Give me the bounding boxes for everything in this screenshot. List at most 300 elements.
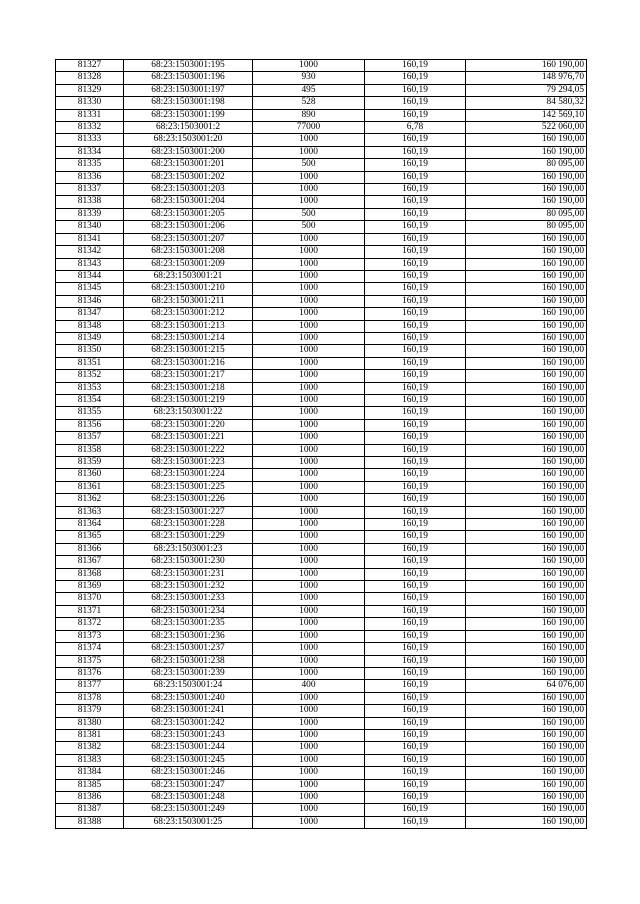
row-number-cell: 81381 [56, 729, 124, 741]
value-cell: 160 190,00 [466, 742, 587, 754]
table-row [56, 394, 587, 406]
value-cell: 160 190,00 [466, 146, 587, 158]
area-cell: 1000 [253, 519, 365, 531]
value-cell: 160 190,00 [466, 804, 587, 816]
value-cell: 142 569,10 [466, 109, 587, 121]
rate-cell: 160,19 [365, 791, 466, 803]
area-cell: 1000 [253, 419, 365, 431]
row-number-cell: 81364 [56, 519, 124, 531]
rate-cell: 160,19 [365, 382, 466, 394]
table-row [56, 581, 587, 593]
table-row [56, 630, 587, 642]
cadastral-number-cell: 68:23:1503001:208 [124, 246, 253, 258]
table-body [56, 60, 587, 829]
table-row [56, 233, 587, 245]
cadastral-number-cell: 68:23:1503001:245 [124, 754, 253, 766]
row-number-cell: 81370 [56, 593, 124, 605]
table-row [56, 717, 587, 729]
cadastral-number-cell: 68:23:1503001:200 [124, 146, 253, 158]
rate-cell: 160,19 [365, 270, 466, 282]
cadastral-number-cell: 68:23:1503001:224 [124, 469, 253, 481]
cadastral-number-cell: 68:23:1503001:199 [124, 109, 253, 121]
row-number-cell: 81375 [56, 655, 124, 667]
table-row [56, 432, 587, 444]
rate-cell: 160,19 [365, 308, 466, 320]
value-cell: 160 190,00 [466, 717, 587, 729]
value-cell: 160 190,00 [466, 581, 587, 593]
rate-cell: 160,19 [365, 692, 466, 704]
area-cell: 1000 [253, 320, 365, 332]
table-row [56, 357, 587, 369]
area-cell: 1000 [253, 506, 365, 518]
value-cell: 84 580,32 [466, 97, 587, 109]
row-number-cell: 81346 [56, 295, 124, 307]
area-cell: 1000 [253, 568, 365, 580]
rate-cell: 160,19 [365, 196, 466, 208]
row-number-cell: 81356 [56, 419, 124, 431]
table-row [56, 519, 587, 531]
row-number-cell: 81353 [56, 382, 124, 394]
cadastral-number-cell: 68:23:1503001:24 [124, 680, 253, 692]
rate-cell: 160,19 [365, 754, 466, 766]
rate-cell: 160,19 [365, 729, 466, 741]
cadastral-number-cell: 68:23:1503001:248 [124, 791, 253, 803]
row-number-cell: 81388 [56, 816, 124, 828]
row-number-cell: 81343 [56, 258, 124, 270]
rate-cell: 160,19 [365, 531, 466, 543]
rate-cell: 160,19 [365, 432, 466, 444]
row-number-cell: 81350 [56, 345, 124, 357]
table-row [56, 506, 587, 518]
rate-cell: 160,19 [365, 283, 466, 295]
cadastral-number-cell: 68:23:1503001:2 [124, 122, 253, 134]
value-cell: 160 190,00 [466, 320, 587, 332]
table-row [56, 531, 587, 543]
cadastral-number-cell: 68:23:1503001:249 [124, 804, 253, 816]
area-cell: 1000 [253, 605, 365, 617]
row-number-cell: 81348 [56, 320, 124, 332]
cadastral-number-cell: 68:23:1503001:20 [124, 134, 253, 146]
row-number-cell: 81387 [56, 804, 124, 816]
area-cell: 1000 [253, 556, 365, 568]
table-row [56, 655, 587, 667]
cadastral-number-cell: 68:23:1503001:209 [124, 258, 253, 270]
area-cell: 1000 [253, 729, 365, 741]
cadastral-number-cell: 68:23:1503001:197 [124, 84, 253, 96]
cadastral-number-cell: 68:23:1503001:226 [124, 494, 253, 506]
table-row [56, 258, 587, 270]
rate-cell: 160,19 [365, 159, 466, 171]
table-row [56, 345, 587, 357]
area-cell: 1000 [253, 370, 365, 382]
rate-cell: 160,19 [365, 394, 466, 406]
table-row [56, 605, 587, 617]
table-row [56, 481, 587, 493]
value-cell: 160 190,00 [466, 134, 587, 146]
cadastral-number-cell: 68:23:1503001:239 [124, 667, 253, 679]
table-row [56, 208, 587, 220]
table-row [56, 295, 587, 307]
table-row [56, 692, 587, 704]
rate-cell: 160,19 [365, 543, 466, 555]
rate-cell: 160,19 [365, 506, 466, 518]
rate-cell: 160,19 [365, 109, 466, 121]
rate-cell: 160,19 [365, 221, 466, 233]
value-cell: 160 190,00 [466, 543, 587, 555]
row-number-cell: 81358 [56, 444, 124, 456]
area-cell: 1000 [253, 283, 365, 295]
rate-cell: 160,19 [365, 643, 466, 655]
rate-cell: 160,19 [365, 146, 466, 158]
rate-cell: 160,19 [365, 742, 466, 754]
value-cell: 160 190,00 [466, 729, 587, 741]
row-number-cell: 81382 [56, 742, 124, 754]
rate-cell: 160,19 [365, 680, 466, 692]
table-row [56, 643, 587, 655]
rate-cell: 160,19 [365, 184, 466, 196]
cadastral-number-cell: 68:23:1503001:213 [124, 320, 253, 332]
value-cell: 160 190,00 [466, 531, 587, 543]
cadastral-number-cell: 68:23:1503001:22 [124, 407, 253, 419]
value-cell: 148 976,70 [466, 72, 587, 84]
cadastral-number-cell: 68:23:1503001:243 [124, 729, 253, 741]
rate-cell: 160,19 [365, 233, 466, 245]
value-cell: 522 060,00 [466, 122, 587, 134]
row-number-cell: 81342 [56, 246, 124, 258]
rate-cell: 160,19 [365, 97, 466, 109]
row-number-cell: 81338 [56, 196, 124, 208]
value-cell: 160 190,00 [466, 605, 587, 617]
cadastral-number-cell: 68:23:1503001:234 [124, 605, 253, 617]
value-cell: 160 190,00 [466, 184, 587, 196]
area-cell: 495 [253, 84, 365, 96]
row-number-cell: 81379 [56, 705, 124, 717]
area-cell: 1000 [253, 444, 365, 456]
value-cell: 160 190,00 [466, 171, 587, 183]
cadastral-number-cell: 68:23:1503001:220 [124, 419, 253, 431]
area-cell: 1000 [253, 481, 365, 493]
area-cell: 1000 [253, 581, 365, 593]
row-number-cell: 81333 [56, 134, 124, 146]
area-cell: 1000 [253, 394, 365, 406]
table-row [56, 556, 587, 568]
area-cell: 890 [253, 109, 365, 121]
table-row [56, 754, 587, 766]
value-cell: 160 190,00 [466, 270, 587, 282]
rate-cell: 160,19 [365, 767, 466, 779]
cadastral-number-cell: 68:23:1503001:230 [124, 556, 253, 568]
value-cell: 160 190,00 [466, 370, 587, 382]
row-number-cell: 81357 [56, 432, 124, 444]
table-row [56, 791, 587, 803]
table-row [56, 568, 587, 580]
table-row [56, 444, 587, 456]
area-cell: 1000 [253, 233, 365, 245]
area-cell: 1000 [253, 457, 365, 469]
table-row [56, 618, 587, 630]
row-number-cell: 81361 [56, 481, 124, 493]
value-cell: 160 190,00 [466, 345, 587, 357]
table-row [56, 543, 587, 555]
area-cell: 1000 [253, 196, 365, 208]
value-cell: 160 190,00 [466, 494, 587, 506]
row-number-cell: 81376 [56, 667, 124, 679]
row-number-cell: 81351 [56, 357, 124, 369]
area-cell: 1000 [253, 407, 365, 419]
row-number-cell: 81384 [56, 767, 124, 779]
table-row [56, 419, 587, 431]
table-row [56, 84, 587, 96]
table-row [56, 469, 587, 481]
value-cell: 160 190,00 [466, 556, 587, 568]
cadastral-number-cell: 68:23:1503001:235 [124, 618, 253, 630]
table-row [56, 221, 587, 233]
rate-cell: 160,19 [365, 208, 466, 220]
row-number-cell: 81332 [56, 122, 124, 134]
cadastral-number-cell: 68:23:1503001:225 [124, 481, 253, 493]
row-number-cell: 81354 [56, 394, 124, 406]
cadastral-number-cell: 68:23:1503001:196 [124, 72, 253, 84]
area-cell: 1000 [253, 432, 365, 444]
cadastral-number-cell: 68:23:1503001:227 [124, 506, 253, 518]
cadastral-number-cell: 68:23:1503001:215 [124, 345, 253, 357]
cadastral-value-table [55, 59, 587, 829]
table-row [56, 60, 587, 72]
area-cell: 500 [253, 159, 365, 171]
cadastral-number-cell: 68:23:1503001:23 [124, 543, 253, 555]
cadastral-number-cell: 68:23:1503001:242 [124, 717, 253, 729]
area-cell: 1000 [253, 295, 365, 307]
value-cell: 160 190,00 [466, 432, 587, 444]
value-cell: 160 190,00 [466, 382, 587, 394]
cadastral-number-cell: 68:23:1503001:247 [124, 779, 253, 791]
value-cell: 64 076,00 [466, 680, 587, 692]
rate-cell: 160,19 [365, 60, 466, 72]
row-number-cell: 81374 [56, 643, 124, 655]
value-cell: 160 190,00 [466, 618, 587, 630]
rate-cell: 160,19 [365, 345, 466, 357]
cadastral-number-cell: 68:23:1503001:241 [124, 705, 253, 717]
value-cell: 160 190,00 [466, 419, 587, 431]
table-row [56, 97, 587, 109]
table-row [56, 184, 587, 196]
cadastral-number-cell: 68:23:1503001:233 [124, 593, 253, 605]
table-row [56, 134, 587, 146]
table-row [56, 667, 587, 679]
value-cell: 160 190,00 [466, 705, 587, 717]
area-cell: 1000 [253, 146, 365, 158]
rate-cell: 160,19 [365, 419, 466, 431]
value-cell: 160 190,00 [466, 767, 587, 779]
row-number-cell: 81380 [56, 717, 124, 729]
cadastral-number-cell: 68:23:1503001:212 [124, 308, 253, 320]
rate-cell: 160,19 [365, 593, 466, 605]
value-cell: 160 190,00 [466, 357, 587, 369]
rate-cell: 160,19 [365, 705, 466, 717]
value-cell: 160 190,00 [466, 407, 587, 419]
table-row [56, 593, 587, 605]
value-cell: 160 190,00 [466, 754, 587, 766]
value-cell: 160 190,00 [466, 60, 587, 72]
area-cell: 1000 [253, 543, 365, 555]
rate-cell: 160,19 [365, 779, 466, 791]
value-cell: 160 190,00 [466, 444, 587, 456]
area-cell: 1000 [253, 655, 365, 667]
value-cell: 160 190,00 [466, 791, 587, 803]
table-row [56, 382, 587, 394]
value-cell: 160 190,00 [466, 233, 587, 245]
area-cell: 1000 [253, 717, 365, 729]
value-cell: 160 190,00 [466, 457, 587, 469]
table-row [56, 779, 587, 791]
row-number-cell: 81331 [56, 109, 124, 121]
row-number-cell: 81339 [56, 208, 124, 220]
area-cell: 1000 [253, 779, 365, 791]
area-cell: 1000 [253, 332, 365, 344]
value-cell: 160 190,00 [466, 519, 587, 531]
rate-cell: 160,19 [365, 717, 466, 729]
cadastral-number-cell: 68:23:1503001:25 [124, 816, 253, 828]
cadastral-number-cell: 68:23:1503001:232 [124, 581, 253, 593]
cadastral-number-cell: 68:23:1503001:216 [124, 357, 253, 369]
cadastral-number-cell: 68:23:1503001:238 [124, 655, 253, 667]
rate-cell: 6,78 [365, 122, 466, 134]
row-number-cell: 81340 [56, 221, 124, 233]
row-number-cell: 81330 [56, 97, 124, 109]
cadastral-number-cell: 68:23:1503001:21 [124, 270, 253, 282]
row-number-cell: 81377 [56, 680, 124, 692]
cadastral-number-cell: 68:23:1503001:207 [124, 233, 253, 245]
rate-cell: 160,19 [365, 295, 466, 307]
row-number-cell: 81368 [56, 568, 124, 580]
area-cell: 1000 [253, 134, 365, 146]
area-cell: 1000 [253, 593, 365, 605]
row-number-cell: 81335 [56, 159, 124, 171]
cadastral-number-cell: 68:23:1503001:222 [124, 444, 253, 456]
cadastral-number-cell: 68:23:1503001:202 [124, 171, 253, 183]
table-row [56, 159, 587, 171]
value-cell: 160 190,00 [466, 506, 587, 518]
area-cell: 1000 [253, 382, 365, 394]
area-cell: 77000 [253, 122, 365, 134]
area-cell: 1000 [253, 308, 365, 320]
value-cell: 80 095,00 [466, 208, 587, 220]
rate-cell: 160,19 [365, 494, 466, 506]
row-number-cell: 81378 [56, 692, 124, 704]
rate-cell: 160,19 [365, 332, 466, 344]
row-number-cell: 81367 [56, 556, 124, 568]
value-cell: 160 190,00 [466, 469, 587, 481]
table-row [56, 308, 587, 320]
rate-cell: 160,19 [365, 246, 466, 258]
row-number-cell: 81329 [56, 84, 124, 96]
rate-cell: 160,19 [365, 84, 466, 96]
cadastral-number-cell: 68:23:1503001:223 [124, 457, 253, 469]
rate-cell: 160,19 [365, 134, 466, 146]
value-cell: 160 190,00 [466, 332, 587, 344]
value-cell: 160 190,00 [466, 196, 587, 208]
area-cell: 500 [253, 208, 365, 220]
cadastral-number-cell: 68:23:1503001:204 [124, 196, 253, 208]
table-row [56, 283, 587, 295]
cadastral-number-cell: 68:23:1503001:229 [124, 531, 253, 543]
area-cell: 1000 [253, 742, 365, 754]
area-cell: 1000 [253, 258, 365, 270]
value-cell: 160 190,00 [466, 655, 587, 667]
cadastral-number-cell: 68:23:1503001:201 [124, 159, 253, 171]
value-cell: 160 190,00 [466, 308, 587, 320]
area-cell: 400 [253, 680, 365, 692]
rate-cell: 160,19 [365, 481, 466, 493]
area-cell: 1000 [253, 357, 365, 369]
table-row [56, 729, 587, 741]
table-row [56, 370, 587, 382]
area-cell: 930 [253, 72, 365, 84]
table-row [56, 270, 587, 282]
rate-cell: 160,19 [365, 519, 466, 531]
area-cell: 1000 [253, 692, 365, 704]
cadastral-number-cell: 68:23:1503001:219 [124, 394, 253, 406]
table-row [56, 332, 587, 344]
value-cell: 160 190,00 [466, 481, 587, 493]
area-cell: 1000 [253, 767, 365, 779]
row-number-cell: 81355 [56, 407, 124, 419]
row-number-cell: 81362 [56, 494, 124, 506]
table-row [56, 196, 587, 208]
area-cell: 500 [253, 221, 365, 233]
table-row [56, 122, 587, 134]
cadastral-number-cell: 68:23:1503001:218 [124, 382, 253, 394]
row-number-cell: 81369 [56, 581, 124, 593]
row-number-cell: 81386 [56, 791, 124, 803]
table-row [56, 804, 587, 816]
rate-cell: 160,19 [365, 258, 466, 270]
row-number-cell: 81349 [56, 332, 124, 344]
table-row [56, 742, 587, 754]
row-number-cell: 81337 [56, 184, 124, 196]
row-number-cell: 81373 [56, 630, 124, 642]
row-number-cell: 81371 [56, 605, 124, 617]
row-number-cell: 81383 [56, 754, 124, 766]
rate-cell: 160,19 [365, 816, 466, 828]
value-cell: 160 190,00 [466, 283, 587, 295]
area-cell: 1000 [253, 531, 365, 543]
area-cell: 1000 [253, 630, 365, 642]
rate-cell: 160,19 [365, 804, 466, 816]
rate-cell: 160,19 [365, 357, 466, 369]
area-cell: 1000 [253, 618, 365, 630]
value-cell: 160 190,00 [466, 816, 587, 828]
table-row [56, 767, 587, 779]
cadastral-number-cell: 68:23:1503001:244 [124, 742, 253, 754]
area-cell: 1000 [253, 494, 365, 506]
cadastral-number-cell: 68:23:1503001:206 [124, 221, 253, 233]
cadastral-number-cell: 68:23:1503001:214 [124, 332, 253, 344]
value-cell: 160 190,00 [466, 568, 587, 580]
cadastral-number-cell: 68:23:1503001:237 [124, 643, 253, 655]
row-number-cell: 81341 [56, 233, 124, 245]
value-cell: 80 095,00 [466, 221, 587, 233]
value-cell: 160 190,00 [466, 258, 587, 270]
cadastral-number-cell: 68:23:1503001:246 [124, 767, 253, 779]
table-row [56, 816, 587, 828]
value-cell: 160 190,00 [466, 295, 587, 307]
cadastral-number-cell: 68:23:1503001:210 [124, 283, 253, 295]
rate-cell: 160,19 [365, 667, 466, 679]
table-row [56, 109, 587, 121]
rate-cell: 160,19 [365, 568, 466, 580]
table-row [56, 246, 587, 258]
